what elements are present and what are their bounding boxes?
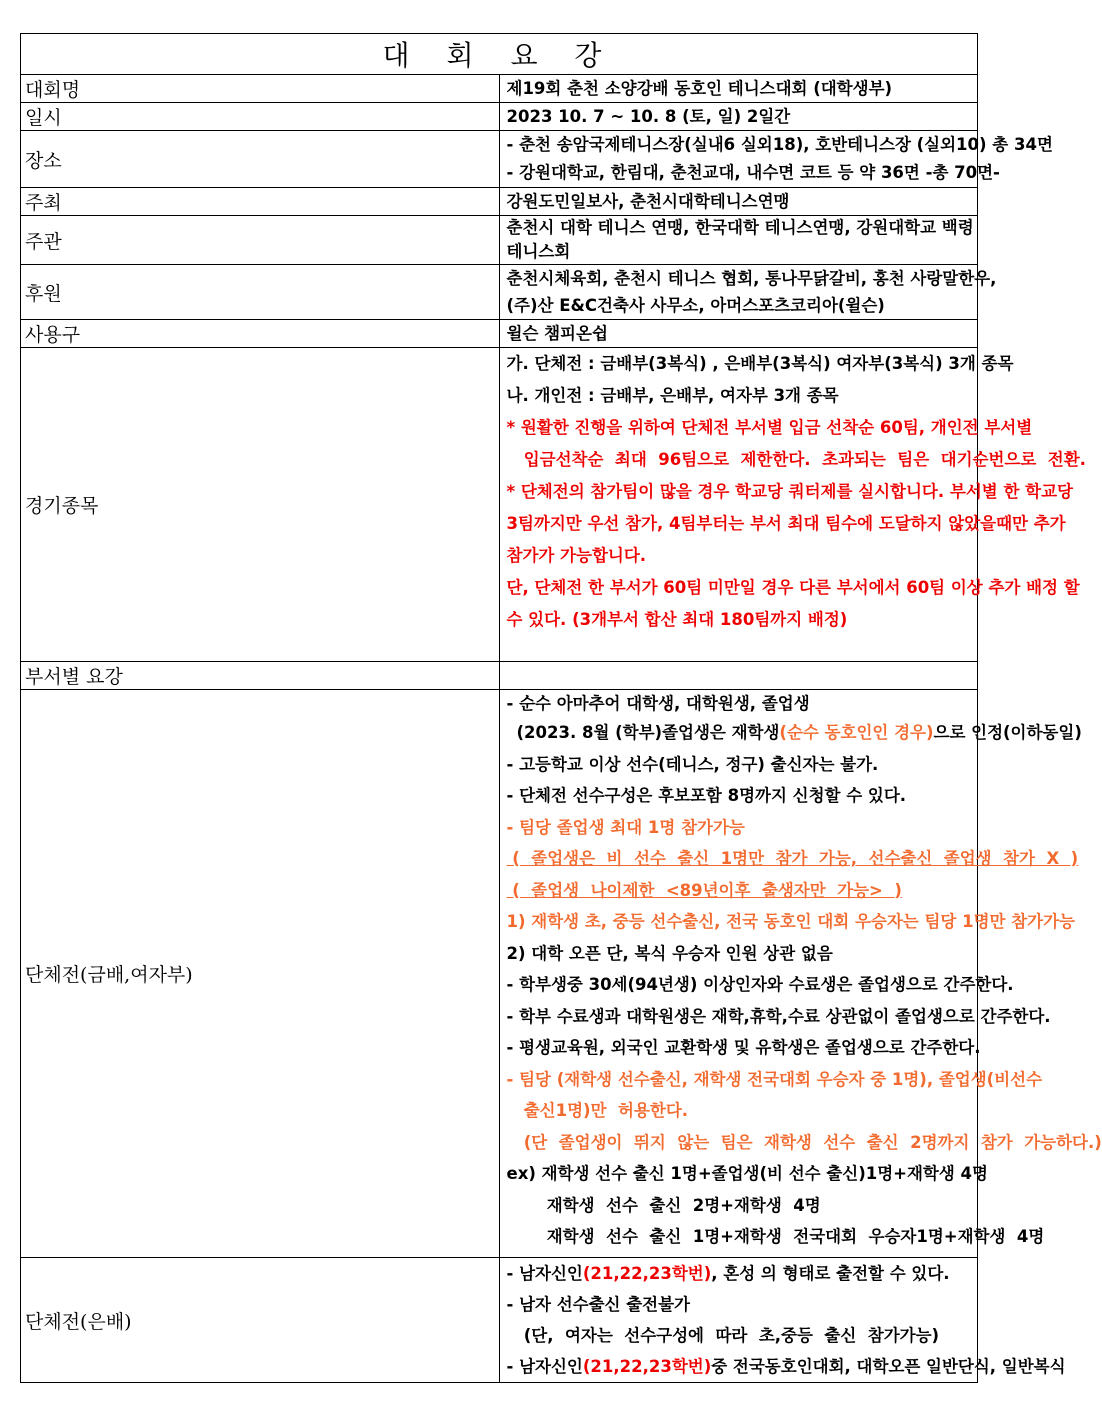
value-division-header [499,662,978,690]
label-date: 일시 [21,103,500,131]
value-events [499,348,1086,662]
gold-line-5: - 팀당 졸업생 최대 1명 참가가능 [506,817,745,837]
gold-line-16: ex) 재학생 선수 출신 1명+졸업생(비 선수 출신)1명+재학생 4명 [506,1164,988,1183]
silver-line-1a: - 남자신인 [506,1264,583,1283]
document-title: 대 회 요 강 [21,34,978,75]
value-ball: 윌슨 챔피온쉽 [499,320,978,348]
label-venue: 장소 [21,131,500,188]
label-team-gold: 단체전(금배,여자부) [21,690,500,1258]
label-ball: 사용구 [21,320,500,348]
label-sponsor: 후원 [21,265,500,320]
gold-line-15: (단 졸업생이 뛰지 않는 팀은 재학생 선수 출신 2명까지 참가 가능하다.) [506,1132,1102,1152]
gold-line-8: 1) 재학생 초, 중등 선수출신, 전국 동호인 대회 우승자는 팀당 1명만 참가가능 [506,912,1075,931]
events-line-4: 입금선착순 최대 96팀으로 제한한다. 초과되는 팀은 대기순번으로 전환. [506,450,1086,469]
sponsor-line-2: (주)산 E&C건축사 사무소, 아머스포츠코리아(윌슨) [506,296,885,315]
events-line-1: 가. 단체전 : 금배부(3복식) , 은배부(3복식) 여자부(3복식) 3개 종목 [506,354,1014,373]
silver-line-2: - 남자 선수출신 출전불가 [506,1295,690,1314]
silver-line-4c: 중 전국동호인대회, 대학오픈 일반단식, 일반복식 [711,1357,1066,1376]
gold-line-14: 출신1명)만 허용한다. [506,1101,689,1120]
value-sponsor [499,265,997,320]
events-line-8: 단, 단체전 한 부서가 60팀 미만일 경우 다른 부서에서 60팀 이상 추가 배정 할 [506,578,1080,597]
gold-line-6: ( 졸업생은 비 선수 출신 1명만 참가 가능, 선수출신 졸업생 참가 X ) [506,849,1079,868]
gold-line-2 [507,717,1082,749]
silver-line-1 [507,1258,978,1289]
gold-line-11: - 학부 수료생과 대학원생은 재학,휴학,수료 상관없이 졸업생으로 간주한다. [506,1006,1051,1026]
events-line-6: 3팀까지만 우선 참가, 4팀부터는 부서 최대 팀수에 도달하지 않았을때만 추가 [506,514,1066,533]
silver-line-4 [506,1351,1066,1382]
gold-line-2c: 으로 인정(이하동일) [933,723,1082,742]
label-competition-name: 대회명 [21,75,500,103]
events-line-7: 참가가 가능합니다. [506,546,647,565]
sponsor-line-1: 춘천시체육회, 춘천시 테니스 협회, 통나무닭갈비, 홍천 사랑말한우, [506,269,997,288]
gold-line-7: ( 졸업생 나이제한 <89년이후 출생자만 가능> ) [506,880,902,900]
events-line-9: 수 있다. (3개부서 합산 최대 180팀까지 배정) [506,610,848,629]
label-organizer: 주관 [21,216,500,265]
value-venue [499,131,1053,188]
label-division-header: 부서별 요강 [21,662,500,690]
gold-line-4: - 단체전 선수구성은 후보포함 8명까지 신청할 수 있다. [506,786,907,805]
value-team-gold [499,690,1102,1258]
label-host: 주최 [21,188,500,216]
gold-line-3: - 고등학교 이상 선수(테니스, 정구) 출신자는 불가. [506,754,879,774]
silver-line-4a: - 남자신인 [506,1357,583,1376]
gold-line-17: 재학생 선수 출신 2명+재학생 4명 [506,1195,821,1215]
events-line-5: * 단체전의 참가팀이 많을 경우 학교당 쿼터제를 실시합니다. 부서별 한 학교당 [506,482,1073,501]
gold-line-13: - 팀당 (재학생 선수출신, 재학생 전국대회 우승자 중 1명), 졸업생(비선수 [506,1069,1043,1089]
gold-line-2a: (2023. 8월 (학부)졸업생은 재학생 [516,723,780,742]
silver-line-3: (단, 여자는 선수구성에 따라 초,중등 출신 참가가능) [506,1326,940,1345]
value-host: 강원도민일보사, 춘천시대학테니스연맹 [499,188,978,216]
value-date: 2023 10. 7 ~ 10. 8 (토, 일) 2일간 [499,103,978,131]
label-team-silver: 단체전(은배) [21,1258,500,1383]
competition-outline-table [20,33,1102,1383]
gold-line-2b: (순수 동호인인 경우) [779,723,934,742]
gold-line-18: 재학생 선수 출신 1명+재학생 전국대회 우승자1명+재학생 4명 [506,1227,1045,1246]
silver-line-1c: , 혼성 의 형태로 출전할 수 있다. [711,1264,950,1283]
value-team-silver [499,1258,1066,1383]
venue-line-1: - 춘천 송암국제테니스장(실내6 실외18), 호반테니스장 (실외10) 총 34면 [506,135,1053,154]
venue-line-2: - 강원대학교, 한림대, 춘천교대, 내수면 코트 등 약 36면 -총 70면- [506,163,1000,182]
value-organizer: 춘천시 대학 테니스 연맹, 한국대학 테니스연맹, 강원대학교 백령테니스회 [499,216,978,265]
events-line-3: * 원활한 진행을 위하여 단체전 부서별 입금 선착순 60팀, 개인전 부서별 [506,418,1033,437]
events-line-2: 나. 개인전 : 금배부, 은배부, 여자부 3개 종목 [506,386,839,405]
silver-line-4b: (21,22,23학번) [582,1357,712,1376]
gold-line-9: 2) 대학 오픈 단, 복식 우승자 인원 상관 없음 [506,943,833,963]
gold-line-1: - 순수 아마추어 대학생, 대학원생, 졸업생 [506,694,810,713]
value-competition-name: 제19회 춘천 소양강배 동호인 테니스대회 (대학생부) [499,75,978,103]
label-events: 경기종목 [21,348,500,662]
gold-line-12: - 평생교육원, 외국인 교환학생 및 유학생은 졸업생으로 간주한다. [506,1038,981,1057]
silver-line-1b: (21,22,23학번) [582,1264,712,1283]
gold-line-10: - 학부생중 30세(94년생) 이상인자와 수료생은 졸업생으로 간주한다. [506,975,1014,994]
